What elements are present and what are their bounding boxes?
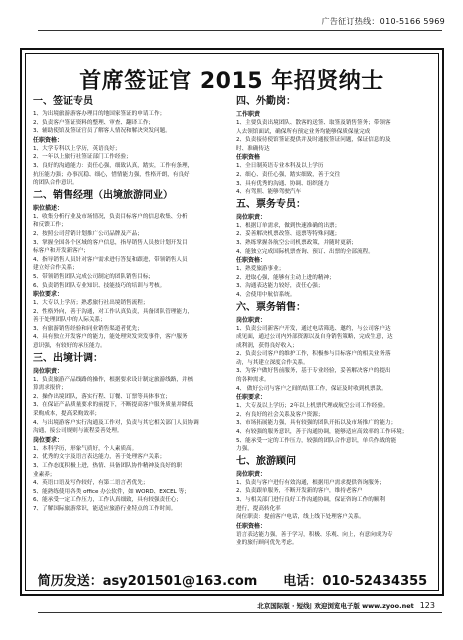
- ad-title: 首席签证官 2015 年招贤纳士: [79, 69, 384, 94]
- section-heading: 五、票务专员：: [236, 198, 306, 210]
- subheading: 任职资格：: [33, 136, 64, 144]
- footer-divider: [38, 612, 442, 613]
- text-line: 3、熟练掌握各航空公司机票政策，并随时更新；: [236, 239, 358, 246]
- text-line: 善于处理团队中的人际关系；: [33, 317, 106, 324]
- text-line: 3、沟通表达能力较好，责任心强；: [236, 283, 324, 290]
- text-line: 1、负责公司新客户开发，通过电话筛选、邀约，与公司客户达: [236, 325, 391, 332]
- text-line: 2、一年以上旅行社签证部门工作经验；: [33, 154, 132, 161]
- subheading: 岗位职责：: [236, 470, 267, 478]
- ad-hotline: 广告征订热线：010-5166 5969: [321, 17, 445, 26]
- subheading: 任职资格：: [236, 257, 267, 265]
- text-line: 沟通，接公司规则与流程妥善处理。: [33, 428, 123, 435]
- text-line: 2、有良好的社会关系及客户资源；: [236, 411, 324, 418]
- text-line: 力强。: [236, 446, 253, 453]
- page-footer: [257, 601, 435, 610]
- text-line: 人去领馆面试，确保所有预定业务均能够保质保量完成: [236, 128, 371, 135]
- text-line: 1、本科学历，形象气质好，个人素质高。: [33, 445, 138, 452]
- subheading: 岗位要求：: [33, 436, 64, 444]
- text-line: 进行，提高转化率: [236, 505, 281, 512]
- text-line: 成利润，获得良好收入；: [236, 342, 298, 349]
- left-column: [33, 94, 227, 514]
- section-heading: 七、旅游顾问: [236, 455, 296, 467]
- text-line: 1、主要负责出境团队、散客的送签、取签及销售签务；带领客: [236, 120, 391, 126]
- text-line: 的团队合作意识。: [33, 180, 78, 187]
- phone-label: 电话：: [283, 574, 323, 589]
- text-line: 业素养；: [33, 471, 56, 478]
- text-line: 1、根据订单需求，做到快速准确的出票；: [236, 222, 341, 229]
- right-column: [236, 94, 428, 548]
- text-line: 2、进取心强，能够有主动上进的精神；: [236, 274, 335, 281]
- text-line: 5、带领销售团队完成公司制定的团队销售目标；: [33, 273, 155, 280]
- text-line: 2、细心、责任心强，踏实细致，善于交往: [236, 171, 341, 178]
- text-line: 1、大专及以上学历；2年以上机票代理或航空公司工作经验。: [236, 403, 389, 410]
- text-line: 7、了解国际旅游常识，能适应旅游行业特点的工作时间。: [33, 505, 177, 512]
- section-heading: 三、出境计调：: [33, 352, 103, 364]
- text-line: 4、会使用中航信系统。: [236, 291, 296, 298]
- text-line: 1、全日制英语专业本科及以上学历: [236, 163, 324, 170]
- text-line: 2、按照公司营销计划推广公司品牌及产品；: [33, 230, 143, 237]
- text-line: 业的旅行顾问优先考虑。: [236, 540, 298, 547]
- text-line: 1、大学专科以上学历，英语良好；: [33, 145, 121, 152]
- text-line: 4、英语口语及写作较好，有第二语言者优先；: [33, 480, 149, 487]
- text-line: 4、有较强的服务意识，善于沟通协调，能够适应高效率的工作环境；: [236, 429, 408, 436]
- text-line: 3、良好的沟通能力：责任心强，细致认真，踏实，工作有条理，: [33, 162, 194, 169]
- text-line: 3、有旅游销售经验和同业销售渠道者优先；: [33, 325, 143, 332]
- text-line: 3、为客户做好售前服务，基于专业经验，妥善解决客户的提出: [236, 368, 391, 375]
- text-line: 1、为出境旅游游客办理目的地国家签证的申请工作；: [33, 111, 166, 117]
- text-line: 4、 做好公司与客户之间的结算工作，保证及时收到机票款。: [236, 385, 387, 392]
- text-line: 4、与出境游客户实行沟通及工作对，负责与其它相关部门人员协调: [33, 419, 199, 426]
- section-heading: 六、票务销售：: [236, 301, 306, 313]
- text-line: 2、负责客户签证资料的整理、审查、翻译工作；: [33, 119, 155, 126]
- text-line: 算需求报价；: [33, 385, 67, 392]
- subheading: 任职资格: [236, 154, 261, 162]
- text-line: 成见面，通过公司内外部资源以及自身销售策略，完成生意，达: [236, 334, 393, 341]
- page-number: 123: [419, 601, 435, 610]
- text-line: 3、掌握全国各个区域的客户信息，指导销售人员按计划开发目: [33, 239, 188, 246]
- text-line: 1、熟爱旅游事业；: [236, 266, 285, 273]
- text-line: 时、准确传达: [236, 145, 270, 152]
- text-line: 3、辅助使馆及签证官员了解客人情况和解决突发问题。: [33, 128, 171, 135]
- section-heading: 二、销售经理（出境旅游同业）: [33, 189, 173, 201]
- subheading: 岗位职责：: [236, 213, 267, 221]
- text-line: 3、与相关部门进行良好工作沟通协调，保证咨询工作的顺利: [236, 497, 385, 503]
- text-line: 5、能承受一定的工作压力，较强的团队合作意识，单兵作战的能: [236, 437, 397, 444]
- text-line: 2、妥善解决机票改签、退票等特殊问题；: [236, 231, 341, 238]
- text-line: 的各种需求。: [236, 377, 270, 384]
- text-line: 和反馈工作；: [33, 222, 67, 229]
- subheading: 职位要求：: [33, 291, 64, 299]
- text-line: 动，与其建立深度合作关系。: [236, 359, 309, 366]
- header-divider: [38, 30, 442, 31]
- text-line: 6、能承受一定工作压力，工作认真细致，具有较强责任心；: [33, 497, 182, 504]
- text-line: 3、市场拓展能力强，具有较强的团队开拓以及市场推广的能力；: [236, 420, 397, 427]
- text-line: 5、能熟练使用各类 office 办公软件，如 WORD、EXCEL 等；: [33, 488, 190, 495]
- text-line: 1、负责旅游产品线路的操作，根据要求设计制定旅游线路，并核: [33, 376, 194, 383]
- text-line: 意识强，有较好的承压能力。: [33, 343, 106, 350]
- text-line: 建立好合作关系；: [33, 265, 78, 272]
- text-line: 4、指导销售人员针对客户需求进行答复和跟进，带领销售人员: [33, 256, 188, 263]
- section-heading: 四、外勤岗：: [236, 96, 296, 107]
- subheading: 任职资格：: [236, 522, 267, 530]
- text-line: 岗位职责：提前客户电话，线上线下处理客户关系。: [236, 514, 365, 521]
- text-line: 1、大专以上学历；熟悉旅行社出境销售流程；: [33, 300, 149, 307]
- email-text: asy201501@163.com: [102, 574, 258, 589]
- text-line: 4、能独立完成国际机票查询、预订、出票的全部流程。: [236, 248, 374, 255]
- subheading: 岗位职责：: [33, 367, 64, 375]
- text-line: 抗压能力强；办事沉稳、细心，惜情能力强，性格开朗，有良好: [33, 171, 190, 178]
- phone-text: 010-52434355: [322, 574, 428, 589]
- text-line: 标客户和开发新客户；: [33, 248, 89, 255]
- text-line: 语言表达能力强，善于学习，积极、乐观、向上，有意向成为专: [236, 531, 393, 538]
- subheading: 职位描述：: [33, 204, 64, 212]
- subheading: 岗位职责：: [236, 316, 267, 324]
- resume-label: 简历发送：: [37, 574, 103, 589]
- text-line: 2、性格外向，善于沟通，对工作认真负责，具备团队管理能力，: [33, 308, 194, 315]
- text-line: 2、操作出境团队，落实行程、订餐、订票等具体事宜；: [33, 393, 171, 400]
- section-heading: 一、签证专员: [33, 96, 93, 107]
- text-line: 2、负责跟单服务，不断开发新的客户，维持老客户: [236, 488, 363, 495]
- subheading: 工作职责: [236, 111, 261, 118]
- text-line: 2、负责接待使馆签证提供并及时通报签证问题，保证信息的及: [236, 137, 391, 144]
- text-line: 3、在保证产品质量要求的前提下，不断提高客户服务质量并降低: [33, 402, 194, 409]
- subheading: 任职要求：: [236, 394, 267, 402]
- text-line: 6、负责销售团队专业知识、技能技巧的培训与考核。: [33, 282, 166, 289]
- text-line: 3、工作态度积极上进，热情、具备团队协作精神及良好的职: [33, 463, 182, 469]
- text-line: 采购成本，提高采购效率；: [33, 411, 101, 418]
- text-line: 1、收集分析行业及市场情况，负责目标客户的信息收集、分析: [33, 213, 188, 220]
- text-line: 2、负责公司客户的维护工作，积极参与目标客户的相关业务落: [236, 351, 391, 358]
- footer-text: 北京国际版 · 短线| 欢迎浏览电子版 www.zyoo.net: [257, 602, 414, 610]
- text-line: 2、优秀的文字及语言表达能力，善于处理客户关系；: [33, 454, 166, 461]
- text-line: 4、有驾照、能够驾驶汽车: [236, 189, 302, 196]
- text-line: 3、具有优秀的沟通、协调、组织能力: [236, 180, 330, 187]
- text-line: 4、具有独立开发客户的能力，能处理突发突发事件，客户服务: [33, 334, 188, 341]
- text-line: 1、负责与客户进行有效沟通，根据用户需求提供咨询服务；: [236, 479, 385, 486]
- contact-line: [20, 570, 445, 589]
